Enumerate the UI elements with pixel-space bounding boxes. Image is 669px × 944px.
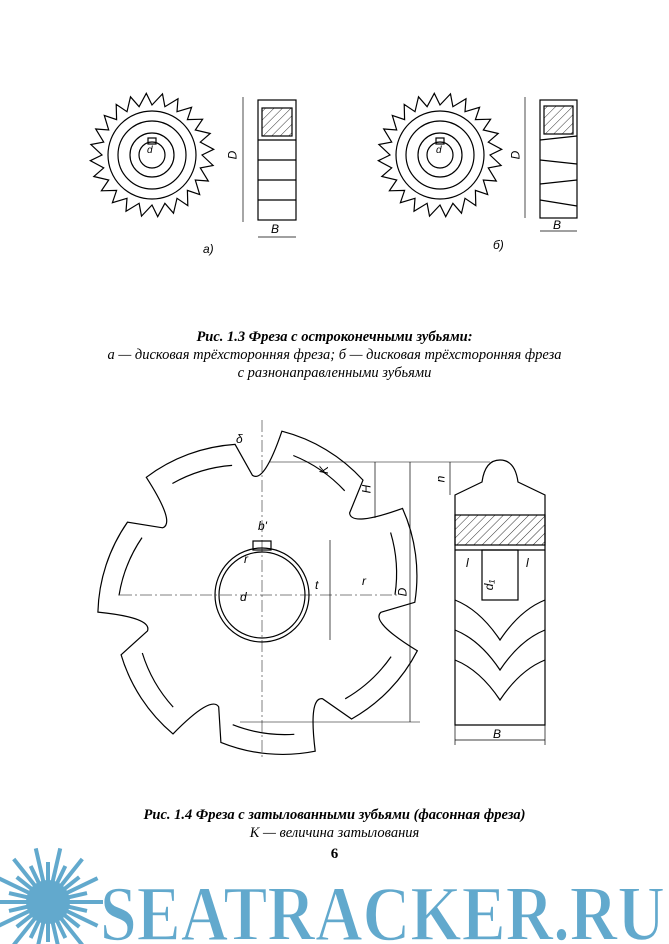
dim-B-a: B [271, 222, 280, 236]
figure-1-4-caption [0, 806, 669, 842]
dim-b-prime: b' [258, 519, 267, 533]
cutter-a-side-view [243, 97, 296, 237]
tooth-relief [233, 725, 295, 735]
subfigure-label-a: а) [203, 242, 214, 256]
dim-d-b: d [436, 145, 442, 156]
cutter-b-side-view [525, 97, 577, 231]
caption-line: а — дисковая трёхсторонняя фреза; б — дисковая трёхсторонняя фреза [107, 347, 562, 363]
dim-K: K [317, 465, 332, 475]
dim-d: d [240, 590, 247, 604]
tooth-relief [172, 465, 232, 483]
dim-B: B [493, 727, 502, 741]
subfigure-label-b: б) [493, 238, 504, 252]
figure-1-3-caption [0, 328, 669, 382]
dim-D-a: D [225, 150, 240, 160]
watermark-text: SEATRACKER.RU [100, 870, 665, 944]
page-number: 6 [330, 846, 339, 862]
dim-B-b: B [553, 218, 562, 232]
dim-r-tooth: r [362, 574, 366, 588]
cutter-outline [98, 431, 417, 754]
caption-title: Рис. 1.3 Фреза с остроконечными зубьями: [196, 329, 473, 345]
dim-t: t [315, 578, 319, 592]
tooth-relief [142, 653, 173, 707]
dim-d1: d₁ [482, 579, 497, 591]
form-cutter-front-view [98, 420, 417, 760]
dim-n: n [433, 475, 448, 483]
dim-l-left: l [466, 556, 469, 570]
dim-D-b: D [508, 150, 523, 160]
dim-d-a: d [147, 145, 153, 156]
form-cutter-side-view [240, 460, 545, 745]
tooth-relief [345, 657, 391, 699]
dim-delta: δ [236, 432, 243, 446]
dim-H: H [359, 484, 374, 494]
tooth-relief [391, 533, 397, 595]
caption-line: с разнонаправленными зубьями [237, 365, 432, 381]
dim-D: D [395, 587, 410, 597]
tooth-relief [119, 538, 142, 596]
dim-l-right: l [526, 556, 529, 570]
caption-line: К — величина затылования [249, 825, 420, 841]
dim-r-key: r [244, 552, 248, 566]
caption-title: Рис. 1.4 Фреза с затылованными зубьями (фасонная фреза) [143, 807, 526, 823]
